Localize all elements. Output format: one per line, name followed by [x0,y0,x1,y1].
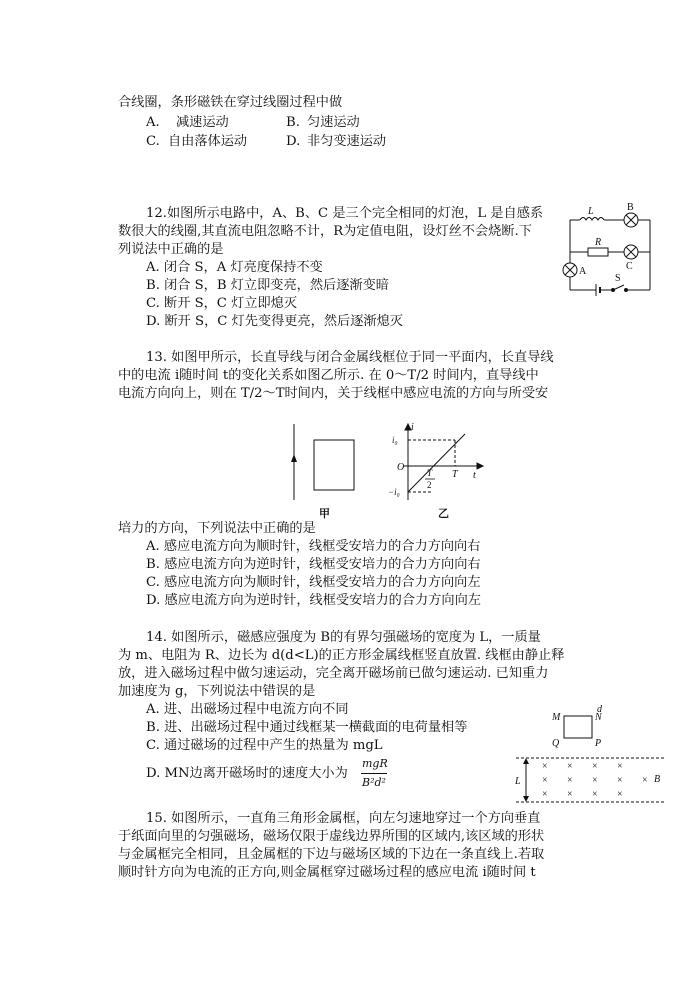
q14-magnetic-field-figure [512,700,667,808]
q13-label-origin: O [397,462,405,473]
q11-stem-tail: 合线圈，条形磁铁在穿过线圈过程中做 [118,95,343,110]
q11-option-a-text: 减速运动 [176,115,229,130]
q14-label-d: d [597,704,602,715]
svg-text:×: × [567,761,573,772]
q13-label-neg-i0: −i₀ [388,487,400,497]
q14-label-q: Q [552,738,560,749]
svg-text:×: × [542,775,548,786]
svg-text:×: × [617,789,623,800]
q12-label-r: R [595,237,602,248]
svg-text:×: × [592,789,598,800]
q13-option-c: C. 感应电流方向为顺时针，线框受安培力的合力方向向左 [146,575,481,590]
q14-label-n: N [595,712,602,723]
q13-option-d: D. 感应电流方向为逆时针，线框受安培力的合力方向向左 [146,593,481,608]
q12-stem-line-3: 列说法中正确的是 [118,242,224,257]
q12-stem-line-1: 12.如图所示电路中，A、B、C 是三个完全相同的灯泡，L 是自感系 [146,206,544,221]
q12-label-c: C [626,261,633,272]
q14-label-p: P [595,738,602,749]
q14-label-b: B [654,774,661,785]
q11-option-b-text: 匀速运动 [307,115,360,130]
q12-label-b: B [627,202,634,213]
q11-option-d-key: D. [286,134,301,149]
q15-stem-line-1: 15. 如图所示，一直角三角形金属框，向左匀速地穿过一个方向垂直 [146,811,541,826]
q12-option-b: B. 闭合 S，B 灯立即变亮，然后逐渐变暗 [146,278,389,293]
q13-stem-tail: 培力的方向，下列说法中正确的是 [118,521,316,536]
q13-label-i0: i₀ [392,435,398,445]
q13-label-jia: 甲 [319,508,330,520]
q11-option-d-text: 非匀变速运动 [307,134,387,149]
q13-label-t-half-den: 2 [427,480,432,490]
svg-text:×: × [592,761,598,772]
q15-stem-line-2: 于纸面向里的匀强磁场，磁场仅限于虚线边界所围的区域内,该区域的形状 [118,829,545,844]
q12-option-a: A. 闭合 S，A 灯亮度保持不变 [146,260,323,275]
q14-label-m: M [552,712,561,723]
q15-stem-line-3: 与金属框完全相同，且金属框的下边与磁场区域的下边在一条直线上.若取 [118,847,545,862]
q13-label-yi: 乙 [438,508,449,520]
q11-option-a-key: A. [146,115,160,130]
q14-option-d-denominator: B²d² [362,776,386,789]
q11-option-c-text: 自由落体运动 [168,134,248,149]
q12-option-c: C. 断开 S，C 灯立即熄灭 [146,296,298,311]
q13-option-a: A. 感应电流方向为顺时针，线框受安培力的合力方向向右 [146,539,481,554]
q13-label-t-axis: t [473,470,476,481]
q14-option-a: A. 进、出磁场过程中电流方向不同 [146,702,349,717]
q12-stem-line-2: 数很大的线圈,其直流电阻忽略不计，R为定值电阻，设灯丝不会烧断.下 [118,224,532,239]
q14-option-d-numerator: mgR [362,757,388,770]
q14-option-d-prefix: D. MN边离开磁场时的速度大小为 [146,766,348,781]
svg-text:×: × [592,775,598,786]
q13-label-t-half-num: T [427,468,433,478]
q11-option-c-key: C. [146,134,160,149]
q13-figure-jia [284,420,364,520]
q14-label-l: L [515,776,521,787]
q13-label-i-axis: i [411,422,414,433]
q12-label-s: S [615,273,621,284]
svg-text:×: × [542,761,548,772]
q12-label-l: L [588,206,594,217]
svg-text:×: × [642,775,648,786]
q15-stem-line-4: 顺时针方向为电流的正方向,则金属框穿过磁场过程的感应电流 i随时间 t [118,865,536,880]
q13-stem-line-2: 中的电流 i随时间 t的变化关系如图乙所示. 在 0～T/2 时间内，直导线中 [118,368,539,383]
svg-text:×: × [617,775,623,786]
q13-figure-yi-graph [383,420,493,520]
q14-stem-line-1: 14. 如图所示，磁感应强度为 B的有界匀强磁场的宽度为 L，一质量 [146,630,541,645]
q13-stem-line-3: 电流方向向上，则在 T/2～T时间内，关于线框中感应电流的方向与所受安 [118,386,549,401]
q12-label-a: A [579,266,587,277]
svg-text:×: × [567,775,573,786]
svg-text:×: × [542,789,548,800]
q14-option-b: B. 进、出磁场过程中通过线框某一横截面的电荷量相等 [146,720,468,735]
q14-stem-line-3: 放，进入磁场过程中做匀速运动，完全离开磁场前已做匀速运动. 已知重力 [118,666,549,681]
svg-text:×: × [617,761,623,772]
q12-circuit-diagram [560,200,660,300]
q11-option-b-key: B. [286,115,300,130]
svg-text:×: × [567,789,573,800]
q13-label-t-period: T [452,469,458,480]
q14-stem-line-2: 为 m、电阻为 R、边长为 d(d<L)的正方形金属线框竖直放置. 线框由静止释 [118,648,565,663]
q13-stem-line-1: 13. 如图甲所示，长直导线与闭合金属线框位于同一平面内，长直导线 [146,350,554,365]
q14-option-c: C. 通过磁场的过程中产生的热量为 mgL [146,738,383,753]
q14-field-cross-marks [542,761,648,800]
q13-option-b: B. 感应电流方向为逆时针，线框受安培力的合力方向向右 [146,557,481,572]
q12-option-d: D. 断开 S，C 灯先变得更亮，然后逐渐熄灭 [146,314,403,329]
q14-stem-line-4: 加速度为 g，下列说法中错误的是 [118,684,316,699]
